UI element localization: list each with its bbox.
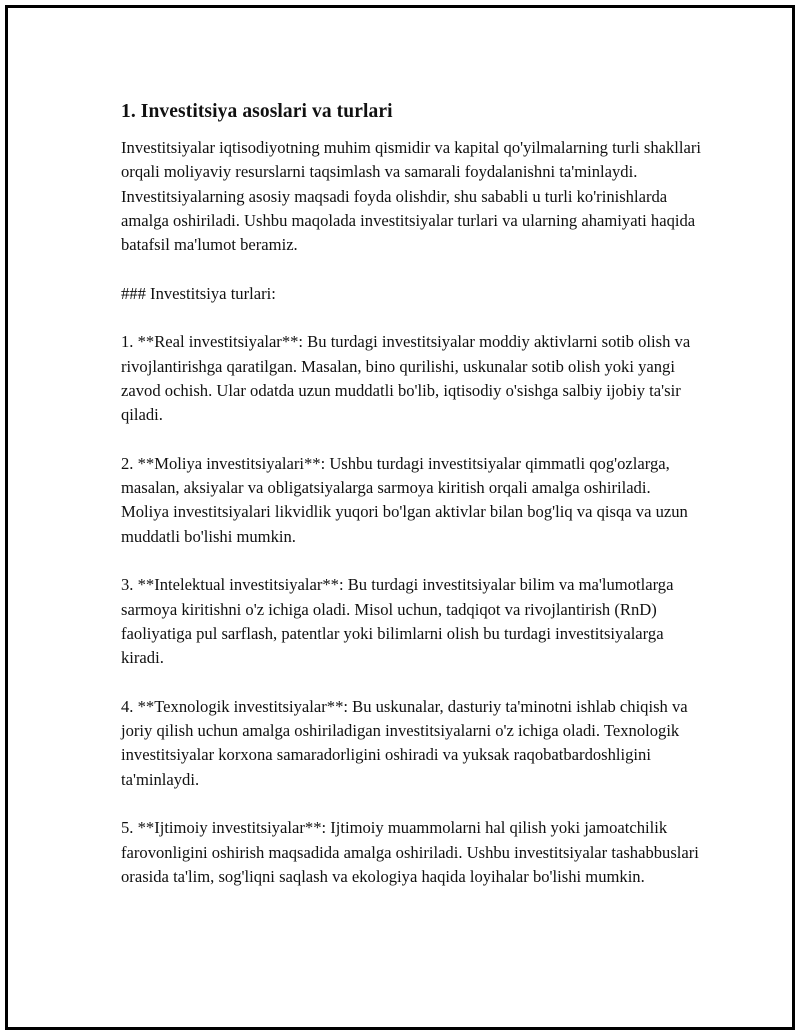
list-item-real: 1. **Real investitsiyalar**: Bu turdagi investitsiyalar moddiy aktivlarni sotib olish va rivojlantirishga qaratilgan. Masalan, bino qurilishi, uskunalar sotib olish yoki yangi zavod ochish. Ular odatda uzun muddatli bo'lib, iqtisodiy o'sishga salbiy ijobiy ta'sir qiladi. (121, 332, 691, 425)
list-item-social: 5. **Ijtimoiy investitsiyalar**: Ijtimoiy muammolarni hal qilish yoki jamoatchilik farovonligini oshirish maqsadida amalga oshiriladi. Ushbu investitsiyalar tashabbuslari orasida ta'lim, sog'liqni saqlash va ekologiya haqida loyihalar bo'lishi mumkin. (121, 818, 699, 886)
list-item-technological: 4. **Texnologik investitsiyalar**: Bu uskunalar, dasturiy ta'minotni ishlab chiqish va joriy qilish uchun amalga oshiriladigan investitsiyalarni o'z ichiga oladi. Texnologik investitsiyalar korxona samaradorligini oshiradi va yuksak raqobatbardoshligini ta'minlaydi. (121, 696, 688, 789)
document-body (121, 100, 701, 889)
subheading-line: ### Investitsiya turlari: (121, 283, 276, 303)
intro-paragraph: Investitsiyalar iqtisodiyotning muhim qismidir va kapital qo'yilmalarning turli shakllari orqali moliyaviy resurslarni taqsimlash va samarali foydalanishni ta'minlaydi. Investitsiyalarning asosiy maqsadi foyda olishdir, shu sababli u turli ko'rinishlarda amalga oshiriladi. Ushbu maqolada investitsiyalar turlari va ularning ahamiyati haqida batafsil ma'lumot beramiz. (121, 138, 702, 255)
list-item-financial: 2. **Moliya investitsiyalari**: Ushbu turdagi investitsiyalar qimmatli qog'ozlarga, masalan, aksiyalar va obligatsiyalarga sarmoya kiritish orqali amalga oshiriladi. Moliya investitsiyalari likvidlik yuqori bo'lgan aktivlar bilan bog'liq va qisqa va uzun muddatli bo'lishi mumkin. (121, 453, 688, 546)
section-title: 1. Investitsiya asoslari va turlari (121, 101, 393, 122)
list-item-intellectual: 3. **Intelektual investitsiyalar**: Bu turdagi investitsiyalar bilim va ma'lumotlarga sarmoya kiritishni o'z ichiga oladi. Misol uchun, tadqiqot va rivojlantirish (RnD) faoliyatiga pul sarflash, patentlar yoki bilimlarni olish bu turdagi investitsiyalarga kiradi. (121, 575, 674, 668)
page-frame (5, 5, 795, 1030)
